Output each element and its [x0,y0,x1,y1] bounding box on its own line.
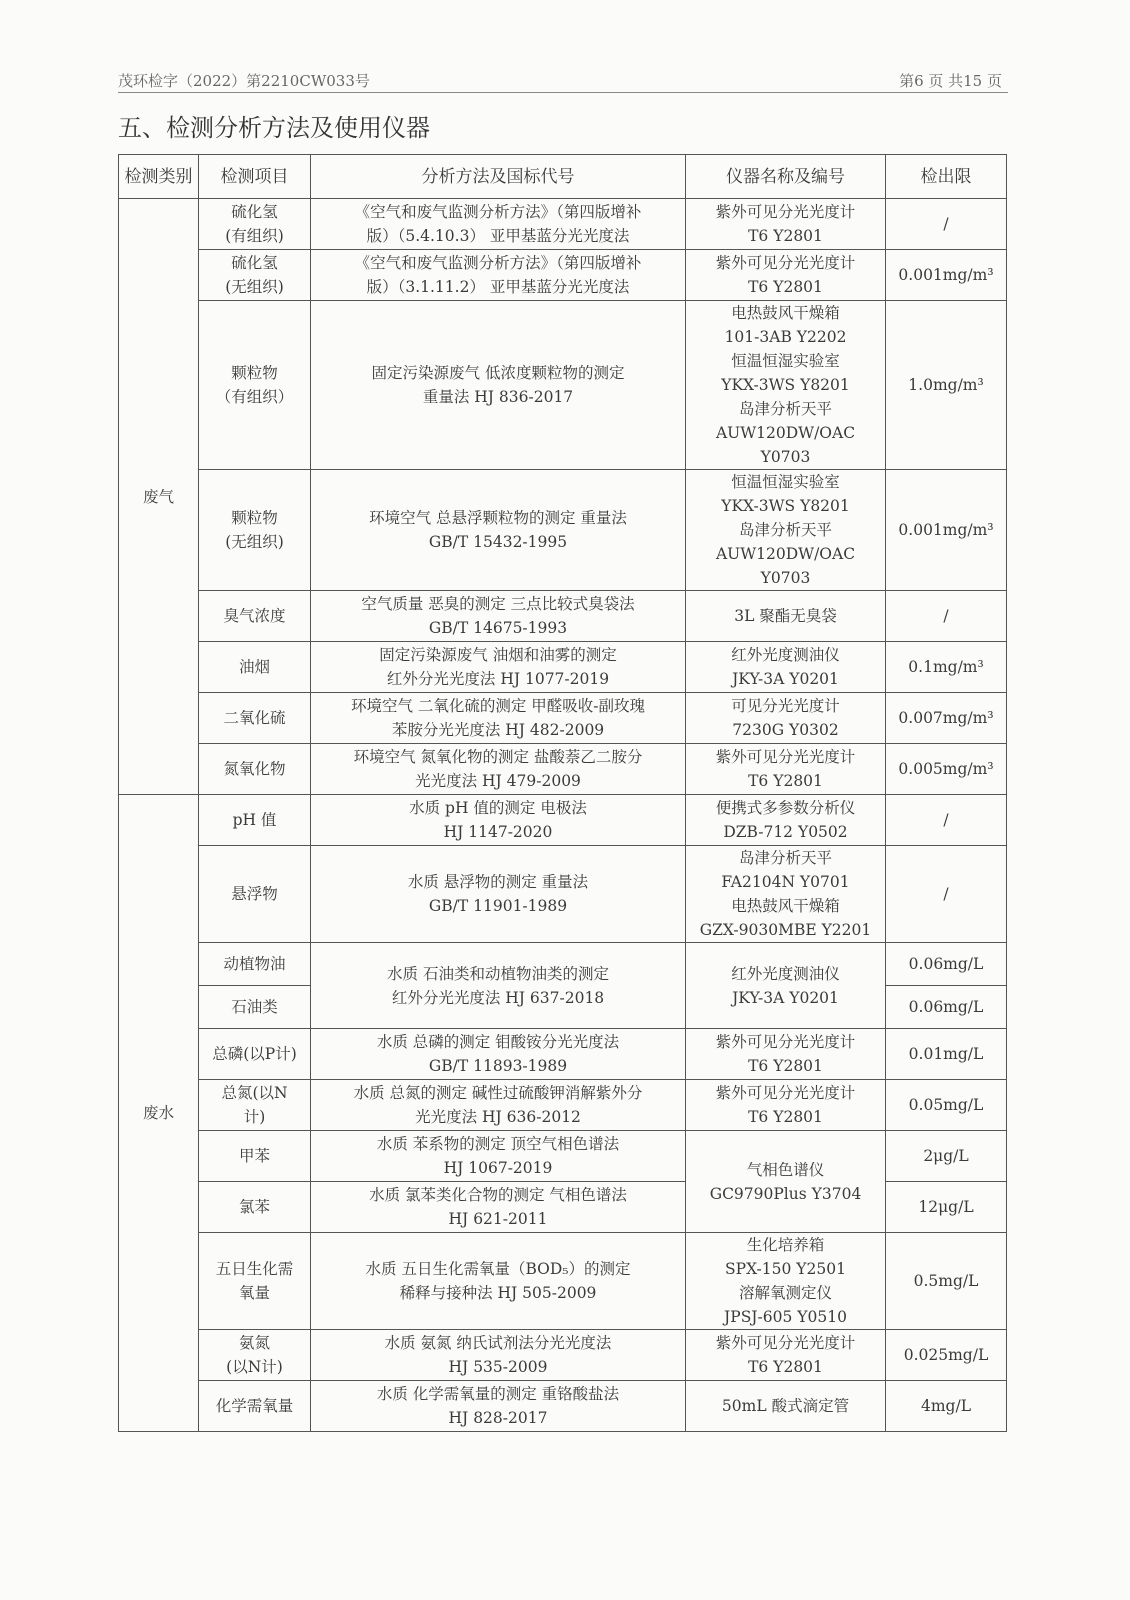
method-cell: 环境空气 氮氧化物的测定 盐酸萘乙二胺分 光光度法 HJ 479-2009 [311,744,686,795]
item-cell: 硫化氢 (无组织) [199,250,311,301]
limit-cell: / [886,846,1007,943]
item-cell: 氮氧化物 [199,744,311,795]
category-cell: 废水 [119,795,199,1432]
section-title: 五、检测分析方法及使用仪器 [118,114,430,142]
item-cell: 动植物油 [199,943,311,986]
method-cell: 水质 pH 值的测定 电极法 HJ 1147-2020 [311,795,686,846]
limit-cell: 0.005mg/m³ [886,744,1007,795]
column-header: 分析方法及国标代号 [311,155,686,199]
limit-cell: 0.01mg/L [886,1029,1007,1080]
document-number: 茂环检字（2022）第2210CW033号 [118,72,370,90]
item-cell: 甲苯 [199,1131,311,1182]
column-header: 检测项目 [199,155,311,199]
limit-cell: 0.06mg/L [886,943,1007,986]
table-row [119,250,1007,301]
instrument-cell: 红外光度测油仪 JKY-3A Y0201 [686,943,886,1029]
method-cell: 水质 总氮的测定 碱性过硫酸钾消解紫外分 光光度法 HJ 636-2012 [311,1080,686,1131]
category-cell: 废气 [119,199,199,795]
header-divider [118,92,1008,93]
table-row [119,846,1007,943]
table-row [119,744,1007,795]
table-row [119,693,1007,744]
limit-cell: 4mg/L [886,1381,1007,1432]
table-row [119,1381,1007,1432]
instrument-cell: 便携式多参数分析仪 DZB-712 Y0502 [686,795,886,846]
instrument-cell: 电热鼓风干燥箱 101-3AB Y2202 恒温恒湿实验室 YKX-3WS Y8201 岛津分析天平 AUW120DW/OAC Y0703 [686,301,886,470]
limit-cell: 1.0mg/m³ [886,301,1007,470]
instrument-cell: 紫外可见分光光度计 T6 Y2801 [686,1080,886,1131]
method-cell: 水质 悬浮物的测定 重量法 GB/T 11901-1989 [311,846,686,943]
instrument-cell: 可见分光光度计 7230G Y0302 [686,693,886,744]
limit-cell: 0.001mg/m³ [886,470,1007,591]
table-row [119,199,1007,250]
item-cell: 氨氮 (以N计) [199,1330,311,1381]
limit-cell: 0.5mg/L [886,1233,1007,1330]
item-cell: 石油类 [199,986,311,1029]
method-cell: 环境空气 总悬浮颗粒物的测定 重量法 GB/T 15432-1995 [311,470,686,591]
limit-cell: 0.007mg/m³ [886,693,1007,744]
table-row [119,301,1007,470]
item-cell: 硫化氢 (有组织) [199,199,311,250]
limit-cell: / [886,199,1007,250]
method-cell: 固定污染源废气 低浓度颗粒物的测定 重量法 HJ 836-2017 [311,301,686,470]
table-row [119,1330,1007,1381]
item-cell: 五日生化需 氧量 [199,1233,311,1330]
column-header: 检测类别 [119,155,199,199]
instrument-cell: 紫外可见分光光度计 T6 Y2801 [686,1029,886,1080]
item-cell: 总氮(以N 计) [199,1080,311,1131]
column-header: 仪器名称及编号 [686,155,886,199]
instrument-cell: 紫外可见分光光度计 T6 Y2801 [686,250,886,301]
method-cell: 水质 氯苯类化合物的测定 气相色谱法 HJ 621-2011 [311,1182,686,1233]
instrument-cell: 紫外可见分光光度计 T6 Y2801 [686,744,886,795]
table-row [119,795,1007,846]
table-row [119,943,1007,986]
table-row [119,470,1007,591]
instrument-cell: 紫外可见分光光度计 T6 Y2801 [686,1330,886,1381]
method-cell: 《空气和废气监测分析方法》（第四版增补 版）（3.1.11.2） 亚甲基蓝分光光度法 [311,250,686,301]
item-cell: 颗粒物 （有组织） [199,301,311,470]
item-cell: 总磷(以P计) [199,1029,311,1080]
column-header: 检出限 [886,155,1007,199]
method-cell: 水质 总磷的测定 钼酸铵分光光度法 GB/T 11893-1989 [311,1029,686,1080]
method-cell: 环境空气 二氧化硫的测定 甲醛吸收-副玫瑰 苯胺分光光度法 HJ 482-2009 [311,693,686,744]
instrument-cell: 紫外可见分光光度计 T6 Y2801 [686,199,886,250]
table-row [119,642,1007,693]
limit-cell: 0.05mg/L [886,1080,1007,1131]
limit-cell: 2μg/L [886,1131,1007,1182]
instrument-cell: 生化培养箱 SPX-150 Y2501 溶解氧测定仪 JPSJ-605 Y0510 [686,1233,886,1330]
item-cell: 臭气浓度 [199,591,311,642]
method-cell: 水质 氨氮 纳氏试剂法分光光度法 HJ 535-2009 [311,1330,686,1381]
item-cell: 颗粒物 (无组织) [199,470,311,591]
instrument-cell: 50mL 酸式滴定管 [686,1381,886,1432]
table-row [119,1131,1007,1182]
item-cell: 二氧化硫 [199,693,311,744]
item-cell: 化学需氧量 [199,1381,311,1432]
item-cell: 油烟 [199,642,311,693]
table-row [119,1080,1007,1131]
limit-cell: 0.025mg/L [886,1330,1007,1381]
table-row [119,1233,1007,1330]
instrument-cell: 恒温恒湿实验室 YKX-3WS Y8201 岛津分析天平 AUW120DW/OAC Y0703 [686,470,886,591]
limit-cell: / [886,795,1007,846]
instrument-cell: 气相色谱仪 GC9790Plus Y3704 [686,1131,886,1233]
instrument-cell: 3L 聚酯无臭袋 [686,591,886,642]
limit-cell: 0.001mg/m³ [886,250,1007,301]
item-cell: pH 值 [199,795,311,846]
item-cell: 氯苯 [199,1182,311,1233]
limit-cell: 0.1mg/m³ [886,642,1007,693]
item-cell: 悬浮物 [199,846,311,943]
method-cell: 固定污染源废气 油烟和油雾的测定 红外分光光度法 HJ 1077-2019 [311,642,686,693]
methods-table [118,154,1007,1432]
method-cell: 水质 化学需氧量的测定 重铬酸盐法 HJ 828-2017 [311,1381,686,1432]
limit-cell: 12μg/L [886,1182,1007,1233]
method-cell: 空气质量 恶臭的测定 三点比较式臭袋法 GB/T 14675-1993 [311,591,686,642]
limit-cell: 0.06mg/L [886,986,1007,1029]
table-header-row [119,155,1007,199]
table-row [119,591,1007,642]
limit-cell: / [886,591,1007,642]
instrument-cell: 红外光度测油仪 JKY-3A Y0201 [686,642,886,693]
table-row [119,1029,1007,1080]
method-cell: 水质 苯系物的测定 顶空气相色谱法 HJ 1067-2019 [311,1131,686,1182]
instrument-cell: 岛津分析天平 FA2104N Y0701 电热鼓风干燥箱 GZX-9030MBE Y2201 [686,846,886,943]
method-cell: 水质 石油类和动植物油类的测定 红外分光光度法 HJ 637-2018 [311,943,686,1029]
method-cell: 水质 五日生化需氧量（BOD₅）的测定 稀释与接种法 HJ 505-2009 [311,1233,686,1330]
method-cell: 《空气和废气监测分析方法》（第四版增补 版）（5.4.10.3） 亚甲基蓝分光光度法 [311,199,686,250]
page-indicator: 第6 页 共15 页 [899,72,1002,90]
